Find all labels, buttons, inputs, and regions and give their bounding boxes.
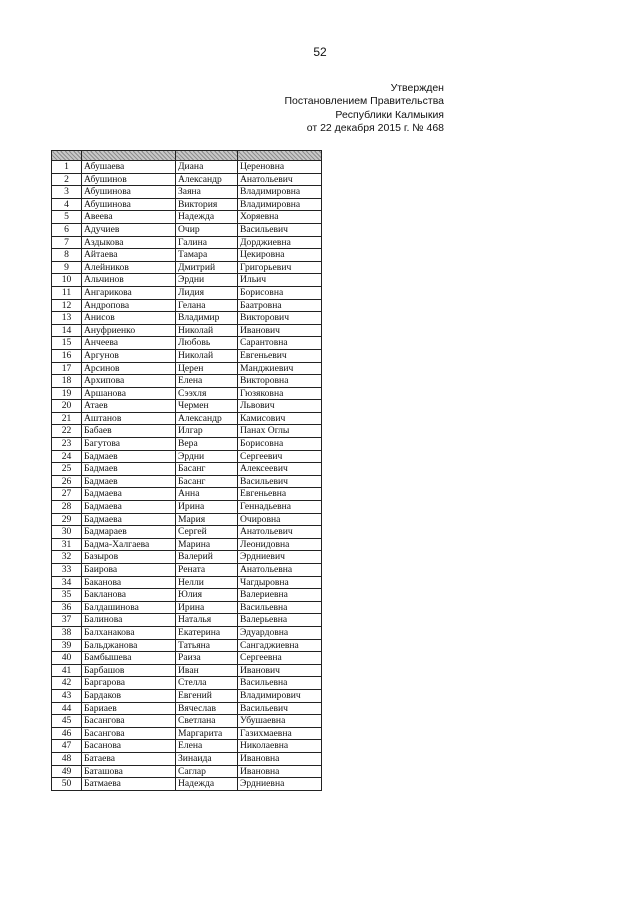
last-name-cell: Барбашов [82,664,176,677]
last-name-cell: Бабаев [82,425,176,438]
last-name-cell: Алейников [82,261,176,274]
row-number: 44 [52,702,82,715]
first-name-cell: Анна [176,488,238,501]
row-number: 42 [52,677,82,690]
last-name-cell: Бадмаева [82,513,176,526]
last-name-cell: Багутова [82,438,176,451]
patronymic-cell: Анатольевич [238,173,322,186]
row-number: 8 [52,249,82,262]
last-name-cell: Ангарикова [82,286,176,299]
table-row [52,463,322,476]
table-row [52,161,322,174]
table-row [52,664,322,677]
row-number: 33 [52,564,82,577]
last-name-cell: Абушинова [82,186,176,199]
row-number: 11 [52,286,82,299]
table-row [52,375,322,388]
approval-line-resolution: Постановлением Правительства [284,95,444,108]
header-last-name [82,151,176,161]
table-row [52,186,322,199]
first-name-cell: Саглар [176,765,238,778]
last-name-cell: Аштанов [82,412,176,425]
last-name-cell: Бардаков [82,689,176,702]
table-row [52,412,322,425]
first-name-cell: Раиза [176,652,238,665]
row-number: 7 [52,236,82,249]
table-row [52,589,322,602]
row-number: 41 [52,664,82,677]
first-name-cell: Гелана [176,299,238,312]
row-number: 45 [52,715,82,728]
patronymic-cell: Чагдыровна [238,576,322,589]
table-row [52,349,322,362]
row-number: 9 [52,261,82,274]
patronymic-cell: Борисовна [238,286,322,299]
patronymic-cell: Сергеевна [238,652,322,665]
row-number: 20 [52,400,82,413]
last-name-cell: Баканова [82,576,176,589]
table-header-row [52,151,322,161]
patronymic-cell: Евгеньевна [238,488,322,501]
patronymic-cell: Владимировна [238,198,322,211]
table-row [52,362,322,375]
last-name-cell: Басанова [82,740,176,753]
patronymic-cell: Васильевич [238,223,322,236]
row-number: 13 [52,312,82,325]
first-name-cell: Татьяна [176,639,238,652]
patronymic-cell: Иванович [238,664,322,677]
patronymic-cell: Камисович [238,412,322,425]
first-name-cell: Наталья [176,614,238,627]
table-row [52,652,322,665]
row-number: 5 [52,211,82,224]
row-number: 34 [52,576,82,589]
first-name-cell: Нелли [176,576,238,589]
patronymic-cell: Ивановна [238,765,322,778]
row-number: 28 [52,501,82,514]
last-name-cell: Бариаев [82,702,176,715]
last-name-cell: Балдашинова [82,601,176,614]
first-name-cell: Елена [176,740,238,753]
patronymic-cell: Геннадьевна [238,501,322,514]
first-name-cell: Николай [176,349,238,362]
roster-table [51,150,322,791]
table-row [52,740,322,753]
row-number: 16 [52,349,82,362]
row-number: 27 [52,488,82,501]
patronymic-cell: Анатольевич [238,526,322,539]
table-row [52,501,322,514]
row-number: 4 [52,198,82,211]
first-name-cell: Александр [176,412,238,425]
page-number: 52 [313,45,327,59]
first-name-cell: Вера [176,438,238,451]
patronymic-cell: Валериевна [238,589,322,602]
table-row [52,551,322,564]
last-name-cell: Айтаева [82,249,176,262]
row-number: 6 [52,223,82,236]
roster-table-body [52,161,322,791]
row-number: 49 [52,765,82,778]
table-row [52,538,322,551]
patronymic-cell: Цекировна [238,249,322,262]
table-row [52,778,322,791]
patronymic-cell: Васильевна [238,677,322,690]
first-name-cell: Тамара [176,249,238,262]
patronymic-cell: Хоряевна [238,211,322,224]
header-first-name [176,151,238,161]
last-name-cell: Бальджанова [82,639,176,652]
row-number: 17 [52,362,82,375]
row-number: 14 [52,324,82,337]
first-name-cell: Диана [176,161,238,174]
patronymic-cell: Васильевич [238,475,322,488]
approval-line-date: от 22 декабря 2015 г. № 468 [306,122,444,135]
last-name-cell: Аргунов [82,349,176,362]
patronymic-cell: Владимирович [238,689,322,702]
patronymic-cell: Очировна [238,513,322,526]
first-name-cell: Юлия [176,589,238,602]
last-name-cell: Баргарова [82,677,176,690]
row-number: 10 [52,274,82,287]
patronymic-cell: Ивановна [238,752,322,765]
table-row [52,488,322,501]
last-name-cell: Баташова [82,765,176,778]
row-number: 35 [52,589,82,602]
table-row [52,475,322,488]
last-name-cell: Батаева [82,752,176,765]
last-name-cell: Анисов [82,312,176,325]
table-row [52,312,322,325]
last-name-cell: Бадмаева [82,488,176,501]
patronymic-cell: Цереновна [238,161,322,174]
table-row [52,274,322,287]
last-name-cell: Аздыкова [82,236,176,249]
last-name-cell: Бадмаев [82,450,176,463]
first-name-cell: Любовь [176,337,238,350]
patronymic-cell: Леонидовна [238,538,322,551]
first-name-cell: Иван [176,664,238,677]
last-name-cell: Басангова [82,727,176,740]
first-name-cell: Ирина [176,501,238,514]
last-name-cell: Абушинова [82,198,176,211]
last-name-cell: Ануфриенко [82,324,176,337]
last-name-cell: Бакланова [82,589,176,602]
table-row [52,387,322,400]
patronymic-cell: Николаевна [238,740,322,753]
approval-line-republic: Республики Калмыкия [335,108,444,121]
first-name-cell: Валерий [176,551,238,564]
row-number: 1 [52,161,82,174]
row-number: 43 [52,689,82,702]
last-name-cell: Андропова [82,299,176,312]
last-name-cell: Арсинов [82,362,176,375]
table-row [52,677,322,690]
table-row [52,173,322,186]
table-row [52,564,322,577]
table-row [52,752,322,765]
row-number: 23 [52,438,82,451]
table-row [52,601,322,614]
last-name-cell: Бадмаева [82,501,176,514]
patronymic-cell: Васильевич [238,702,322,715]
table-row [52,286,322,299]
patronymic-cell: Григорьевич [238,261,322,274]
table-row [52,715,322,728]
table-row [52,337,322,350]
first-name-cell: Стелла [176,677,238,690]
table-row [52,639,322,652]
last-name-cell: Абушаева [82,161,176,174]
table-row [52,614,322,627]
first-name-cell: Надежда [176,778,238,791]
row-number: 2 [52,173,82,186]
first-name-cell: Эрдни [176,274,238,287]
last-name-cell: Архипова [82,375,176,388]
row-number: 3 [52,186,82,199]
row-number: 40 [52,652,82,665]
table-row [52,438,322,451]
patronymic-cell: Дорджиевна [238,236,322,249]
first-name-cell: Церен [176,362,238,375]
row-number: 31 [52,538,82,551]
first-name-cell: Маргарита [176,727,238,740]
row-number: 12 [52,299,82,312]
table-row [52,198,322,211]
row-number: 32 [52,551,82,564]
patronymic-cell: Манджиевич [238,362,322,375]
first-name-cell: Вячеслав [176,702,238,715]
table-row [52,211,322,224]
last-name-cell: Бадмаев [82,463,176,476]
row-number: 18 [52,375,82,388]
table-row [52,236,322,249]
first-name-cell: Очир [176,223,238,236]
row-number: 39 [52,639,82,652]
patronymic-cell: Эрдниевич [238,551,322,564]
table-row [52,450,322,463]
row-number: 48 [52,752,82,765]
row-number: 19 [52,387,82,400]
patronymic-cell: Сарантовна [238,337,322,350]
row-number: 26 [52,475,82,488]
last-name-cell: Батмаева [82,778,176,791]
table-row [52,299,322,312]
row-number: 37 [52,614,82,627]
first-name-cell: Заяна [176,186,238,199]
row-number: 47 [52,740,82,753]
patronymic-cell: Газихмаевна [238,727,322,740]
table-row [52,765,322,778]
row-number: 50 [52,778,82,791]
first-name-cell: Илгар [176,425,238,438]
first-name-cell: Сээхля [176,387,238,400]
first-name-cell: Мария [176,513,238,526]
patronymic-cell: Иванович [238,324,322,337]
table-row [52,576,322,589]
patronymic-cell: Сергеевич [238,450,322,463]
patronymic-cell: Баатровна [238,299,322,312]
last-name-cell: Анчеева [82,337,176,350]
first-name-cell: Елена [176,375,238,388]
patronymic-cell: Убушаевна [238,715,322,728]
first-name-cell: Басанг [176,475,238,488]
row-number: 22 [52,425,82,438]
last-name-cell: Авеева [82,211,176,224]
last-name-cell: Бадмаев [82,475,176,488]
table-row [52,324,322,337]
last-name-cell: Балинова [82,614,176,627]
first-name-cell: Чермен [176,400,238,413]
first-name-cell: Надежда [176,211,238,224]
first-name-cell: Марина [176,538,238,551]
first-name-cell: Виктория [176,198,238,211]
table-row [52,261,322,274]
patronymic-cell: Анатольевна [238,564,322,577]
patronymic-cell: Борисовна [238,438,322,451]
last-name-cell: Атаев [82,400,176,413]
row-number: 36 [52,601,82,614]
patronymic-cell: Евгеньевич [238,349,322,362]
approval-block [284,82,444,136]
last-name-cell: Бадмараев [82,526,176,539]
first-name-cell: Светлана [176,715,238,728]
patronymic-cell: Ильич [238,274,322,287]
last-name-cell: Бамбышева [82,652,176,665]
last-name-cell: Альчинов [82,274,176,287]
patronymic-cell: Львович [238,400,322,413]
row-number: 24 [52,450,82,463]
patronymic-cell: Эрдниевна [238,778,322,791]
row-number: 46 [52,727,82,740]
row-number: 21 [52,412,82,425]
table-row [52,626,322,639]
last-name-cell: Базыров [82,551,176,564]
last-name-cell: Басангова [82,715,176,728]
patronymic-cell: Викторович [238,312,322,325]
patronymic-cell: Васильевна [238,601,322,614]
table-row [52,400,322,413]
table-row [52,526,322,539]
last-name-cell: Абушинов [82,173,176,186]
first-name-cell: Александр [176,173,238,186]
first-name-cell: Дмитрий [176,261,238,274]
patronymic-cell: Сангаджиевна [238,639,322,652]
table-row [52,223,322,236]
first-name-cell: Владимир [176,312,238,325]
table-row [52,689,322,702]
first-name-cell: Николай [176,324,238,337]
table-row [52,702,322,715]
last-name-cell: Адучиев [82,223,176,236]
last-name-cell: Баирова [82,564,176,577]
table-row [52,513,322,526]
patronymic-cell: Панах Оглы [238,425,322,438]
first-name-cell: Галина [176,236,238,249]
first-name-cell: Сергей [176,526,238,539]
first-name-cell: Эрдни [176,450,238,463]
first-name-cell: Зинаида [176,752,238,765]
last-name-cell: Аршанова [82,387,176,400]
row-number: 38 [52,626,82,639]
patronymic-cell: Валерьевна [238,614,322,627]
patronymic-cell: Владимировна [238,186,322,199]
first-name-cell: Рената [176,564,238,577]
first-name-cell: Екатерина [176,626,238,639]
row-number: 25 [52,463,82,476]
first-name-cell: Евгений [176,689,238,702]
table-row [52,249,322,262]
approval-line-approved: Утвержден [390,82,444,94]
patronymic-cell: Алексеевич [238,463,322,476]
first-name-cell: Лидия [176,286,238,299]
header-patronymic [238,151,322,161]
row-number: 30 [52,526,82,539]
header-number [52,151,82,161]
table-row [52,425,322,438]
patronymic-cell: Эдуардовна [238,626,322,639]
table-row [52,727,322,740]
row-number: 15 [52,337,82,350]
first-name-cell: Басанг [176,463,238,476]
last-name-cell: Бадма-Халгаева [82,538,176,551]
first-name-cell: Ирина [176,601,238,614]
patronymic-cell: Викторовна [238,375,322,388]
patronymic-cell: Гюзяковна [238,387,322,400]
last-name-cell: Балханакова [82,626,176,639]
row-number: 29 [52,513,82,526]
